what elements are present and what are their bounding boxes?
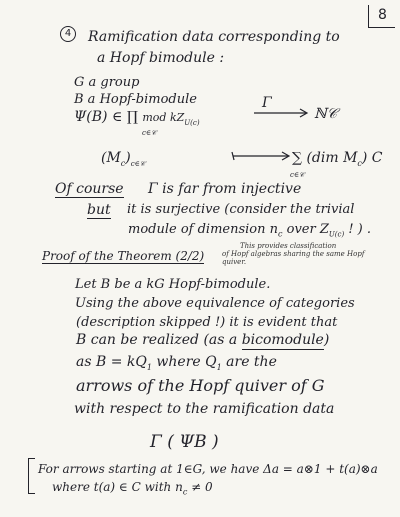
n-target: ℕ𝒞 (314, 106, 338, 122)
as-b-text: as B = kQ (76, 354, 147, 370)
mc-sub: c (120, 158, 126, 168)
of-course: Of course (55, 181, 124, 197)
psi-left: Ψ(B) ∈ ∏ (74, 109, 138, 125)
gamma-psi-b: Γ ( ΨB ) (150, 432, 219, 452)
section-number: 4 (60, 26, 76, 42)
as-b-tail: are the (221, 354, 277, 370)
b-bimodule-line: B a Hopf-bimodule (74, 92, 197, 107)
mc-family-sub: c∈𝒞 (130, 159, 145, 168)
bicomodule-word: bicomodule (241, 332, 324, 348)
footnote-sub: c (182, 487, 188, 497)
footnote-text: where t(a) ∈ C with n (52, 480, 183, 494)
as-b-sub2: 1 (216, 362, 222, 372)
page-number: 8 (378, 7, 387, 23)
surjective-line-1: it is surjective (consider the trivial (127, 202, 355, 217)
g-group-line: G a group (74, 75, 140, 90)
description-line: (description skipped !) it is evident that (76, 315, 338, 330)
arrows-of-line: arrows of the Hopf quiver of G (76, 376, 325, 395)
realized-text: B can be realized (as a (76, 332, 238, 348)
sum-index: c∈𝒞 (290, 171, 305, 179)
as-b-line (76, 355, 277, 372)
footnote-bracket (28, 458, 35, 494)
footnote-end: ≠ 0 (187, 480, 213, 494)
realized-end: ) (323, 332, 330, 348)
title-line-1: Ramification data corresponding to (88, 29, 340, 45)
gamma-label: Γ (262, 95, 272, 111)
margin-note-1: This provides classification (240, 242, 337, 250)
but-word: but (87, 202, 111, 218)
surjective-zsub: U(c) (328, 230, 345, 239)
margin-note-2: of Hopf algebras sharing the same Hopf (222, 250, 365, 258)
as-b-where: where Q (151, 354, 217, 370)
psi-sub: U(c) (184, 118, 200, 127)
psi-mod: mod kZ (142, 111, 185, 124)
sum-end: ) C (361, 150, 383, 166)
footnote-line-2 (52, 481, 213, 496)
using-line: Using the above equivalence of categories (75, 296, 355, 311)
as-b-sub: 1 (146, 362, 152, 372)
mc-right: ) (125, 150, 131, 166)
with-respect-line: with respect to the ramification data (74, 401, 335, 417)
realized-line (76, 333, 329, 347)
product-index: c∈𝒞 (142, 129, 157, 137)
surjective-text: module of dimension n (128, 222, 279, 237)
title-line-2: a Hopf bimodule : (97, 50, 225, 66)
sum-expr: ∑ (dim M (292, 150, 358, 166)
sum-sub-c: c (357, 158, 362, 168)
surjective-tail: ! ) . (348, 222, 372, 237)
proof-heading: Proof of the Theorem (2/2) (42, 249, 205, 263)
not-injective: Γ is far from injective (148, 181, 302, 197)
surjective-sub: c (278, 229, 283, 239)
surjective-over: over Z (286, 222, 329, 237)
margin-note-3: quiver. (222, 258, 247, 266)
footnote-line-1: For arrows starting at 1∈G, we have Δa = a⊗1 + t(a)⊗a (38, 462, 378, 476)
mc-left: (M (101, 150, 121, 166)
let-b-line: Let B be a kG Hopf-bimodule. (75, 277, 271, 292)
surjective-line-2 (128, 223, 371, 239)
